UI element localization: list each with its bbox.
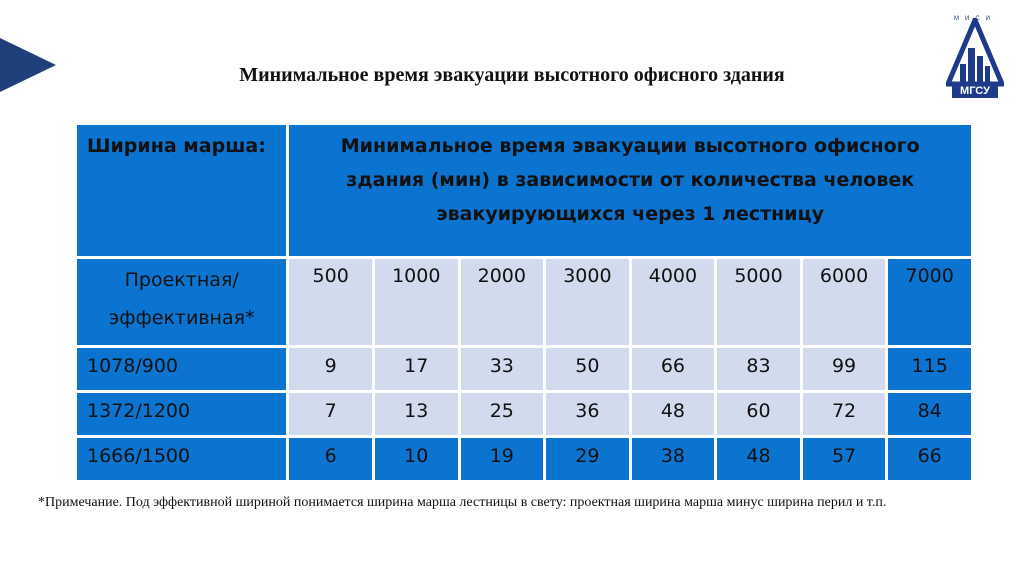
value-cell: 33 xyxy=(461,348,547,393)
table-row xyxy=(77,393,974,438)
table-row xyxy=(77,438,974,483)
subheader-width-type xyxy=(77,259,289,348)
value-cell: 83 xyxy=(717,348,803,393)
count-cell: 2000 xyxy=(461,259,547,348)
count-cell: 3000 xyxy=(546,259,632,348)
value-cell: 72 xyxy=(803,393,889,438)
count-cell: 500 xyxy=(289,259,375,348)
value-cell: 25 xyxy=(461,393,547,438)
footnote: *Примечание. Под эффективной шириной понимается ширина марша лестницы в свету: проектная ширина марша минус ширина перил и т.п. xyxy=(38,495,887,510)
subheader-line-2: эффективная* xyxy=(108,307,255,329)
value-cell: 66 xyxy=(632,348,718,393)
subheader-line-1: Проектная/ xyxy=(124,269,239,291)
count-cell: 4000 xyxy=(632,259,718,348)
value-cell: 50 xyxy=(546,348,632,393)
value-cell: 19 xyxy=(461,438,547,483)
row-label: 1078/900 xyxy=(77,348,289,393)
value-cell: 29 xyxy=(546,438,632,483)
value-cell: 48 xyxy=(717,438,803,483)
logo-letters: МИСИ xyxy=(954,16,996,22)
value-cell: 84 xyxy=(888,393,974,438)
row-label: 1372/1200 xyxy=(77,393,289,438)
value-cell: 48 xyxy=(632,393,718,438)
count-cell: 7000 xyxy=(888,259,974,348)
evacuation-table xyxy=(77,125,974,483)
value-cell: 60 xyxy=(717,393,803,438)
value-cell: 10 xyxy=(375,438,461,483)
value-cell: 66 xyxy=(888,438,974,483)
value-cell: 57 xyxy=(803,438,889,483)
value-cell: 38 xyxy=(632,438,718,483)
value-cell: 9 xyxy=(289,348,375,393)
value-cell: 36 xyxy=(546,393,632,438)
table-row xyxy=(77,348,974,393)
value-cell: 7 xyxy=(289,393,375,438)
value-cell: 6 xyxy=(289,438,375,483)
count-cell: 1000 xyxy=(375,259,461,348)
table-subheader-row xyxy=(77,259,974,348)
count-cell: 5000 xyxy=(717,259,803,348)
value-cell: 17 xyxy=(375,348,461,393)
logo-text: МГСУ xyxy=(952,84,998,98)
page-title: Минимальное время эвакуации высотного офисного здания xyxy=(239,64,785,86)
value-cell: 13 xyxy=(375,393,461,438)
header-width-label: Ширина марша: xyxy=(77,125,289,259)
table-header-row xyxy=(77,125,974,259)
header-time-label: Минимальное время эвакуации высотного офисного здания (мин) в зависимости от количества человек эвакуирующихся через 1 лестницу xyxy=(289,125,974,259)
value-cell: 99 xyxy=(803,348,889,393)
count-cell: 6000 xyxy=(803,259,889,348)
value-cell: 115 xyxy=(888,348,974,393)
row-label: 1666/1500 xyxy=(77,438,289,483)
